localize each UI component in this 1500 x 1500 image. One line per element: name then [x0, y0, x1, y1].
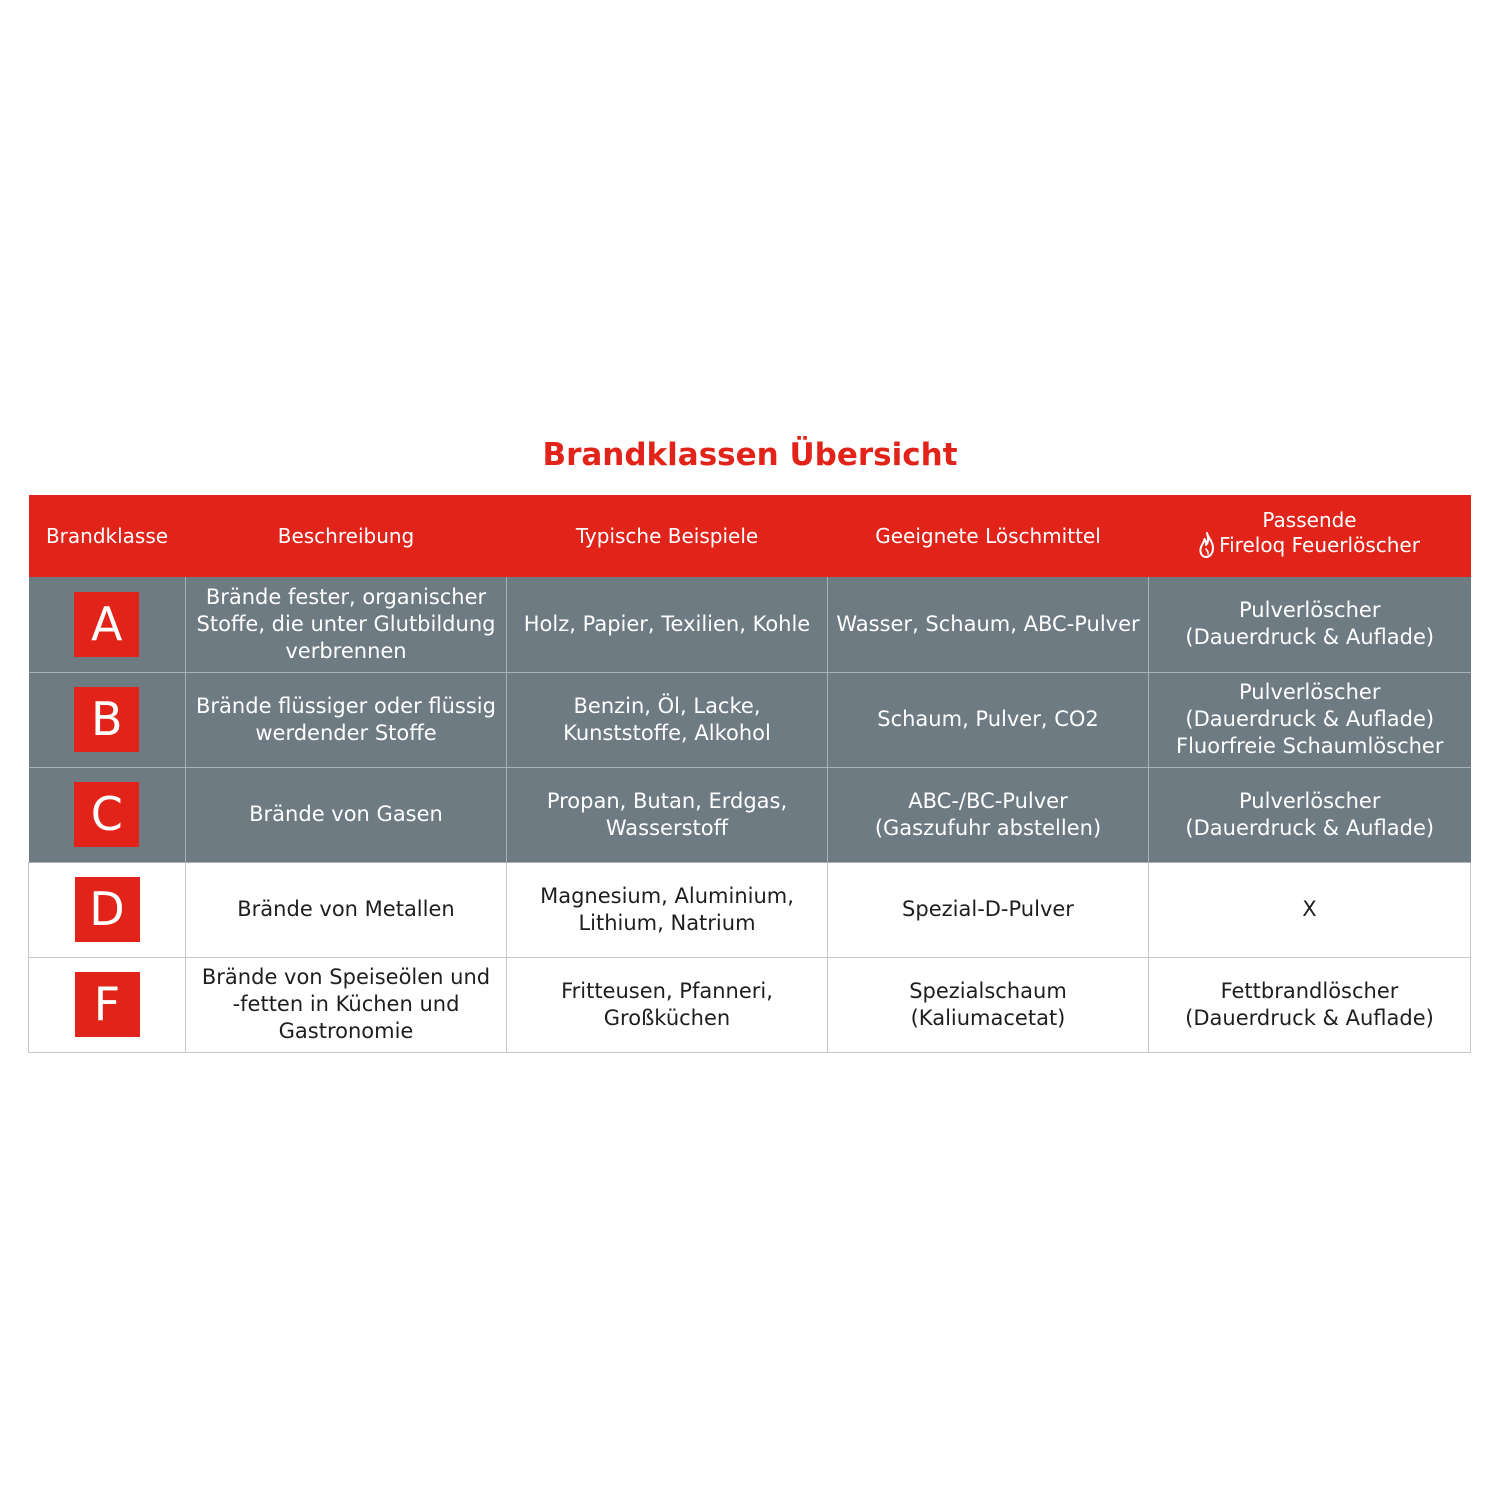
header-feuerloescher-label: [1199, 509, 1420, 563]
examples-cell: Magnesium, Aluminium, Lithium, Natrium: [507, 862, 828, 957]
description-cell: Brände von Metallen: [186, 862, 507, 957]
examples-cell: Holz, Papier, Texilien, Kohle: [507, 577, 828, 672]
table-row: [29, 957, 1471, 1052]
class-badge: C: [74, 782, 139, 847]
examples-cell: Benzin, Öl, Lacke, Kunststoffe, Alkohol: [507, 672, 828, 767]
description-cell: Brände von Gasen: [186, 767, 507, 862]
agents-cell: Wasser, Schaum, ABC-Pulver: [828, 577, 1149, 672]
class-cell: [29, 862, 186, 957]
extinguishers-cell: Fettbrandlöscher (Dauerdruck & Auflade): [1149, 957, 1471, 1052]
agents-cell: ABC-/BC-Pulver (Gaszufuhr abstellen): [828, 767, 1149, 862]
agents-cell: Schaum, Pulver, CO2: [828, 672, 1149, 767]
extinguishers-cell: Pulverlöscher (Dauerdruck & Auflade): [1149, 577, 1471, 672]
header-feuerloescher: [1149, 495, 1471, 577]
header-beispiele: Typische Beispiele: [575, 523, 759, 548]
class-cell: [29, 957, 186, 1052]
examples-cell: Fritteusen, Pfanneri, Großküchen: [507, 957, 828, 1052]
class-badge: F: [75, 972, 140, 1037]
agents-cell: Spezialschaum (Kaliumacetat): [828, 957, 1149, 1052]
table-body: [29, 577, 1471, 1052]
header-feuerloescher-line1: Passende: [1262, 508, 1357, 532]
table-row: [29, 767, 1471, 862]
class-badge: A: [74, 592, 139, 657]
extinguishers-cell: X: [1149, 862, 1471, 957]
class-cell: [29, 577, 186, 672]
fire-class-table: [28, 495, 1471, 1053]
header-row: [29, 495, 1471, 577]
header-brandklasse: Brandklasse: [45, 523, 169, 548]
header-feuerloescher-line2-wrap: [1199, 532, 1420, 558]
flame-icon: [1199, 532, 1215, 558]
table-header: [29, 495, 1471, 577]
page-title: Brandklassen Übersicht: [542, 437, 958, 473]
examples-cell: Propan, Butan, Erdgas, Wasserstoff: [507, 767, 828, 862]
class-cell: [29, 767, 186, 862]
header-loeschmittel: Geeignete Löschmittel: [875, 523, 1101, 548]
table-row: [29, 577, 1471, 672]
table-row: [29, 672, 1471, 767]
extinguishers-cell: Pulverlöscher (Dauerdruck & Auflade) Fluorfreie Schaumlöscher: [1149, 672, 1471, 767]
class-badge: B: [74, 687, 139, 752]
header-feuerloescher-line2: Fireloq Feuerlöscher: [1219, 532, 1420, 557]
header-beschreibung: Beschreibung: [277, 523, 415, 548]
extinguishers-cell: Pulverlöscher (Dauerdruck & Auflade): [1149, 767, 1471, 862]
class-badge: D: [75, 877, 140, 942]
description-cell: Brände fester, organischer Stoffe, die unter Glutbildung verbrennen: [186, 577, 507, 672]
description-cell: Brände flüssiger oder flüssig werdender Stoffe: [186, 672, 507, 767]
table-row: [29, 862, 1471, 957]
class-cell: [29, 672, 186, 767]
agents-cell: Spezial-D-Pulver: [828, 862, 1149, 957]
description-cell: Brände von Speiseölen und -fetten in Küchen und Gastronomie: [186, 957, 507, 1052]
